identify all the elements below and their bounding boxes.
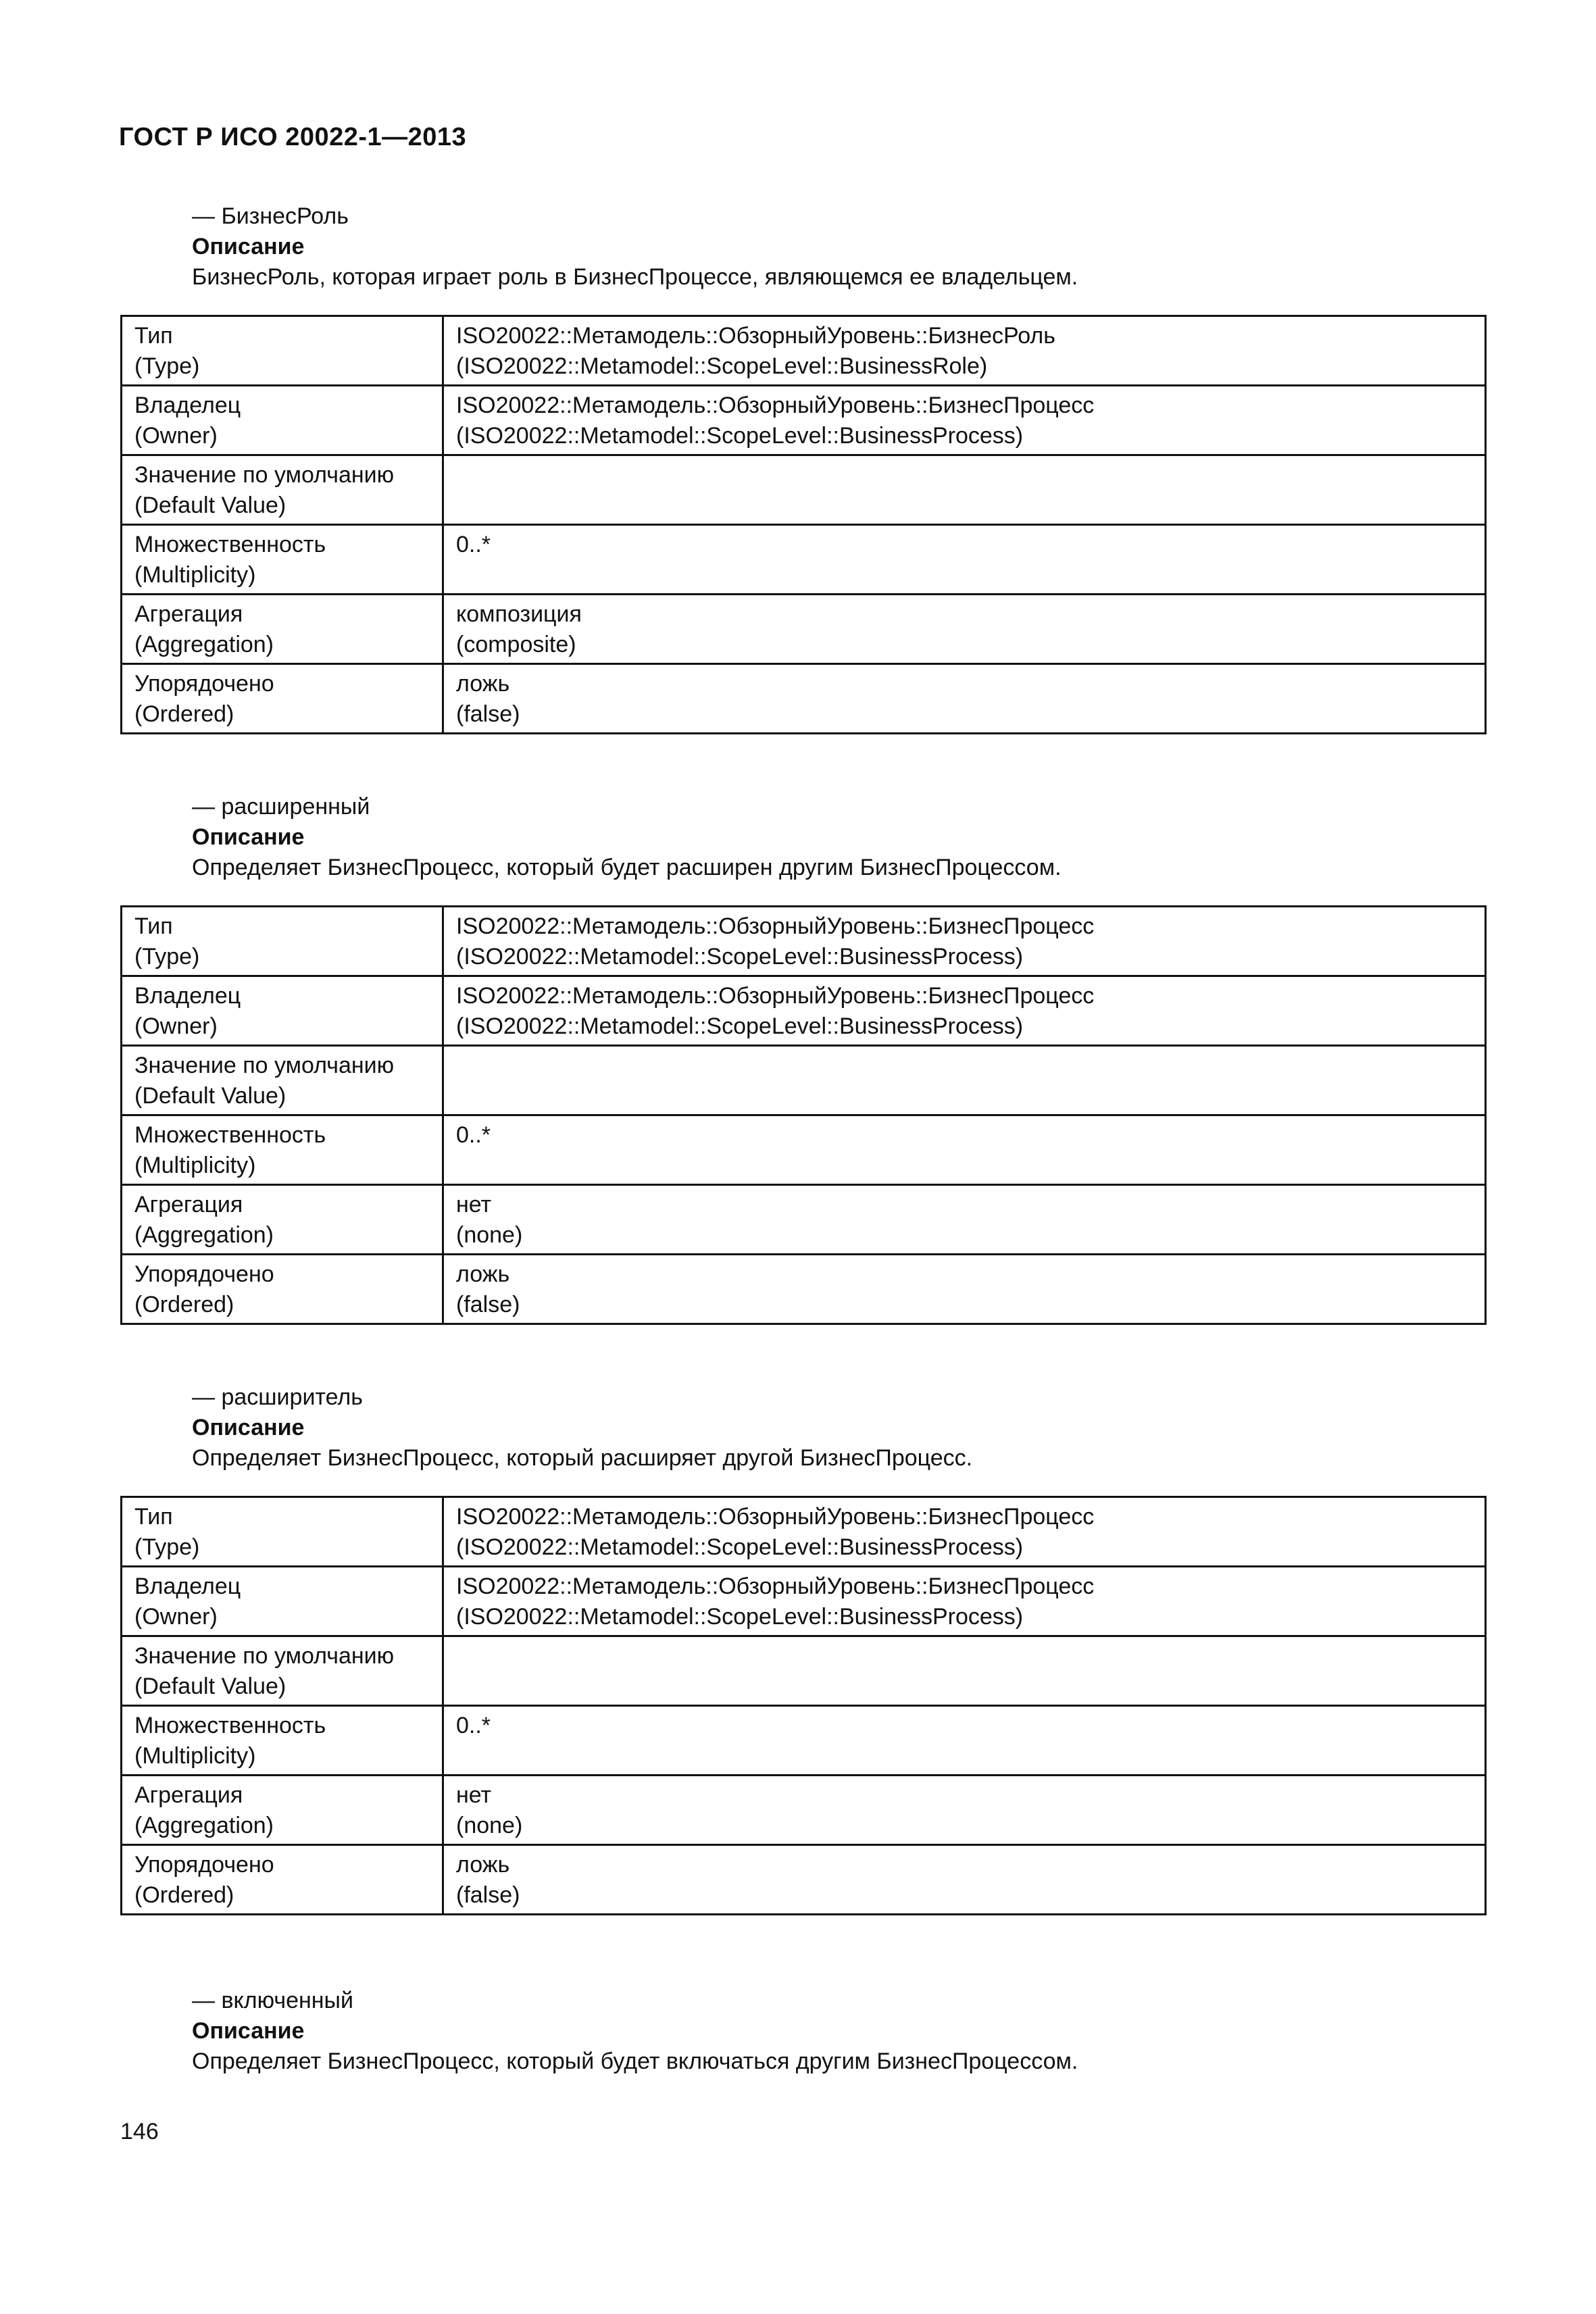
table-row [122,1046,1486,1115]
table-row [122,1845,1486,1915]
attribute-section-extended [120,792,1487,1325]
value-cell: ISO20022::Метамодель::ОбзорныйУровень::БизнесПроцесс (ISO20022::Metamodel::ScopeLevel::BusinessProcess) [443,907,1486,976]
table-row [122,1255,1486,1324]
attribute-table [120,1496,1487,1915]
key-cell: Владелец (Owner) [122,1567,443,1636]
key-cell: Множественность (Multiplicity) [122,525,443,595]
key-cell: Множественность (Multiplicity) [122,1115,443,1185]
key-cell: Тип (Type) [122,316,443,386]
value-cell: ISO20022::Метамодель::ОбзорныйУровень::БизнесПроцесс (ISO20022::Metamodel::ScopeLevel::BusinessProcess) [443,1497,1486,1567]
attribute-name: — БизнесРоль [192,203,349,229]
value-cell: ISO20022::Метамодель::ОбзорныйУровень::БизнесПроцесс (ISO20022::Metamodel::ScopeLevel::BusinessProcess) [443,976,1486,1046]
table-row [122,664,1486,734]
description-heading: Описание [192,1415,305,1440]
value-cell: ISO20022::Метамодель::ОбзорныйУровень::БизнесПроцесс (ISO20022::Metamodel::ScopeLevel::BusinessProcess) [443,1567,1486,1636]
attribute-table [120,315,1487,734]
key-cell: Упорядочено (Ordered) [122,1845,443,1915]
key-cell: Агрегация (Aggregation) [122,1185,443,1255]
description-text: Определяет БизнесПроцесс, который будет включаться другим БизнесПроцессом. [192,2048,1078,2074]
value-cell: ложь (false) [443,1845,1486,1915]
table-row [122,1567,1486,1636]
attribute-section-included [120,1986,1487,2077]
attribute-name: — расширенный [192,794,370,820]
attribute-table [120,905,1487,1325]
description-text: Определяет БизнесПроцесс, который расширяет другой БизнесПроцесс. [192,1445,973,1471]
description-heading: Описание [192,824,305,850]
value-cell: ложь (false) [443,1255,1486,1324]
value-cell: нет (none) [443,1776,1486,1845]
value-cell: 0..* [443,1706,1486,1776]
table-row [122,525,1486,595]
description-heading: Описание [192,234,305,259]
table-row [122,1776,1486,1845]
value-cell: ISO20022::Метамодель::ОбзорныйУровень::БизнесПроцесс (ISO20022::Metamodel::ScopeLevel::BusinessProcess) [443,386,1486,455]
key-cell: Значение по умолчанию (Default Value) [122,1046,443,1115]
page-number: 146 [120,2119,159,2144]
table-row [122,976,1486,1046]
value-cell: композиция (composite) [443,595,1486,664]
value-cell: 0..* [443,525,1486,595]
table-row [122,595,1486,664]
value-cell [443,455,1486,525]
key-cell: Агрегация (Aggregation) [122,595,443,664]
value-cell: нет (none) [443,1185,1486,1255]
description-text: Определяет БизнесПроцесс, который будет расширен другим БизнесПроцессом. [192,855,1062,880]
value-cell [443,1046,1486,1115]
document-header: ГОСТ Р ИСО 20022-1—2013 [119,123,467,151]
key-cell: Тип (Type) [122,907,443,976]
value-cell: ложь (false) [443,664,1486,734]
key-cell: Владелец (Owner) [122,386,443,455]
key-cell: Владелец (Owner) [122,976,443,1046]
table-row [122,1706,1486,1776]
key-cell: Упорядочено (Ordered) [122,664,443,734]
attribute-section-business-role [120,201,1487,734]
description-text: БизнесРоль, которая играет роль в БизнесПроцессе, являющемся ее владельцем. [192,264,1078,290]
value-cell [443,1636,1486,1706]
key-cell: Упорядочено (Ordered) [122,1255,443,1324]
key-cell: Значение по умолчанию (Default Value) [122,455,443,525]
key-cell: Значение по умолчанию (Default Value) [122,1636,443,1706]
attribute-name: — расширитель [192,1384,363,1410]
table-row [122,1636,1486,1706]
value-cell: 0..* [443,1115,1486,1185]
table-row [122,455,1486,525]
table-row [122,1497,1486,1567]
attribute-name: — включенный [192,1988,353,2013]
attribute-section-extender [120,1382,1487,1915]
key-cell: Множественность (Multiplicity) [122,1706,443,1776]
table-row [122,1115,1486,1185]
value-cell: ISO20022::Метамодель::ОбзорныйУровень::БизнесРоль (ISO20022::Metamodel::ScopeLevel::BusinessRole) [443,316,1486,386]
description-heading: Описание [192,2018,305,2044]
table-row [122,386,1486,455]
table-row [122,316,1486,386]
table-row [122,907,1486,976]
table-row [122,1185,1486,1255]
key-cell: Агрегация (Aggregation) [122,1776,443,1845]
key-cell: Тип (Type) [122,1497,443,1567]
